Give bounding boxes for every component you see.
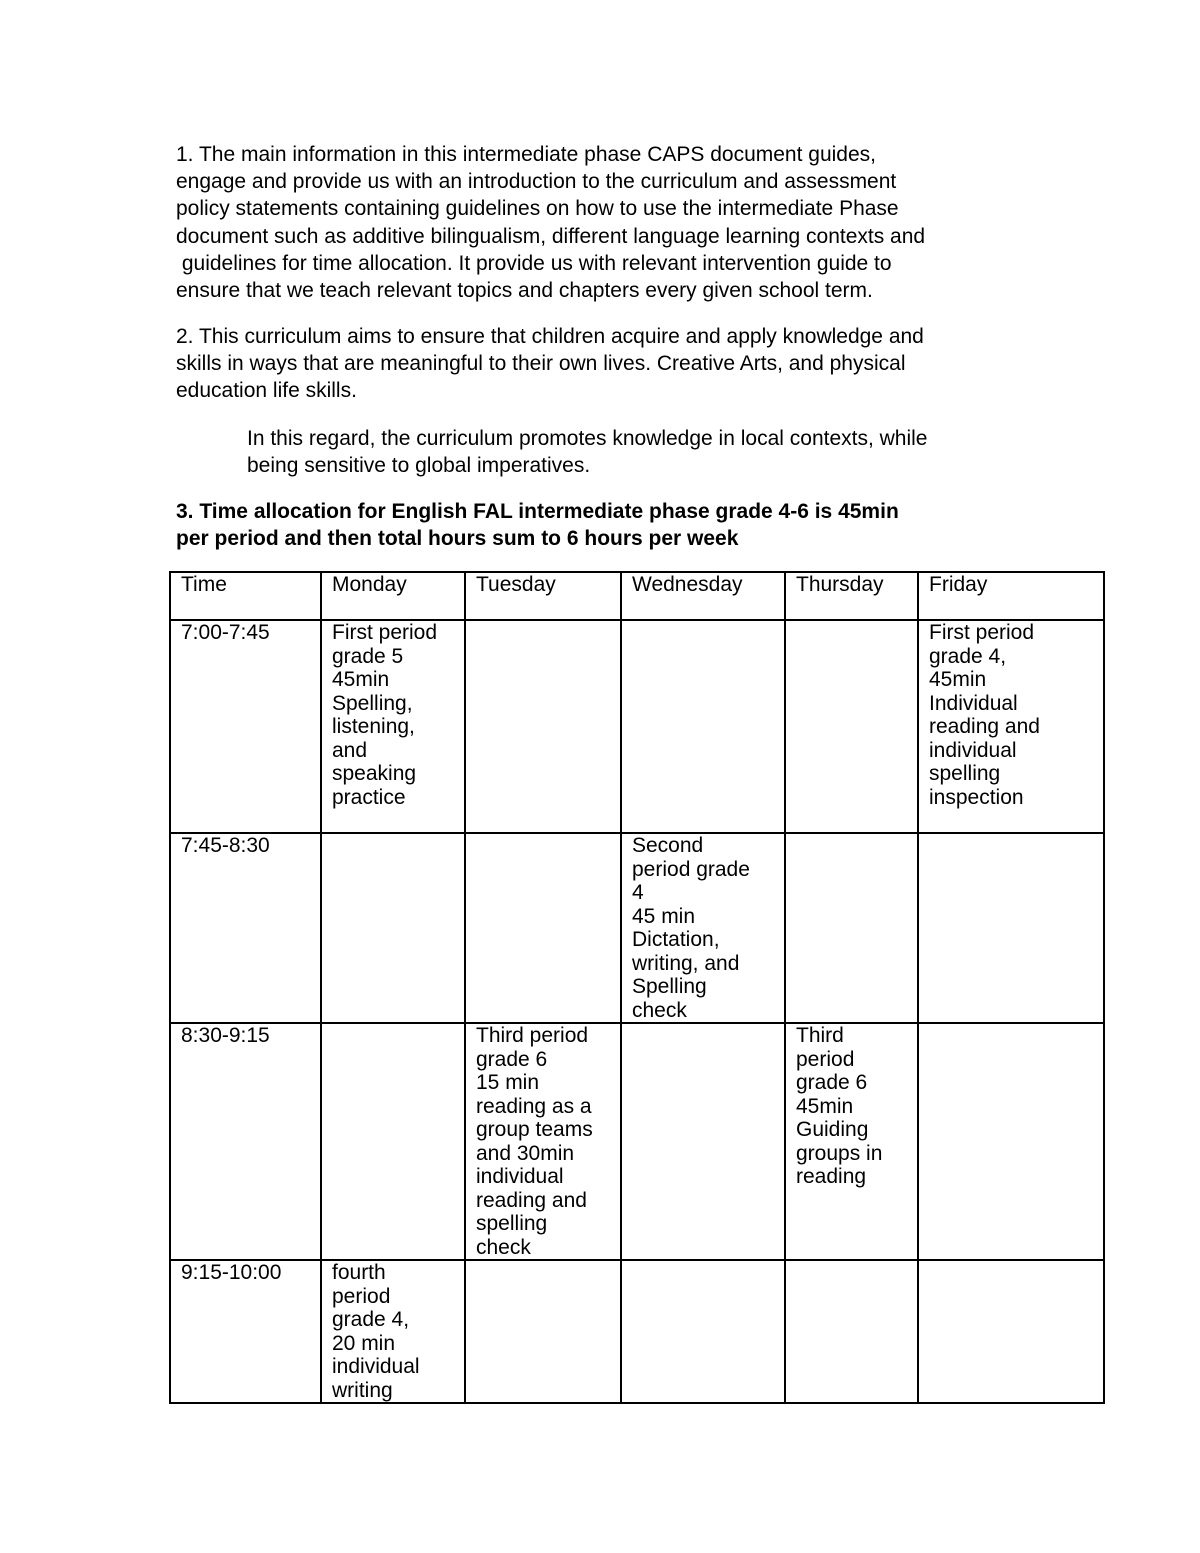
paragraph-3-line: per period and then total hours sum to 6 hours per week (176, 527, 739, 551)
schedule-cell-wednesday (621, 833, 785, 1023)
schedule-cell-line: and (332, 738, 368, 762)
paragraph-2-indented-line: In this regard, the curriculum promotes knowledge in local contexts, while (247, 427, 928, 450)
time-slot-cell: 8:30-9:15 (170, 1023, 321, 1260)
schedule-cell-monday (321, 833, 465, 1023)
paragraph-1-line: engage and provide us with an introduction to the curriculum and assessment (176, 170, 897, 194)
paragraph-3-line: 3. Time allocation for English FAL intermediate phase grade 4-6 is 45min (176, 500, 899, 523)
paragraph-1-line: document such as additive bilingualism, different language learning contexts and (176, 224, 926, 248)
time-slot-cell: 7:00-7:45 (170, 620, 321, 833)
schedule-cell-line: 15 min (476, 1071, 540, 1094)
schedule-cell-tuesday (465, 833, 621, 1023)
table-header-cell: Time (170, 572, 321, 620)
schedule-cell-tuesday (465, 1260, 621, 1403)
schedule-cell-tuesday (465, 1023, 621, 1260)
schedule-cell-wednesday (621, 1260, 785, 1403)
schedule-cell-line: grade 5 (332, 644, 404, 668)
schedule-cell-line: writing, and (632, 951, 740, 975)
schedule-cell-friday (918, 1023, 1104, 1260)
schedule-cell-line: First period (332, 621, 438, 644)
schedule-cell-friday (918, 833, 1104, 1023)
table-header-cell: Tuesday (465, 572, 621, 620)
schedule-cell-line: writing (332, 1378, 393, 1402)
schedule-cell-thursday (785, 833, 918, 1023)
schedule-cell-line: listening, (332, 715, 415, 738)
schedule-cell-line: and 30min (476, 1141, 575, 1165)
schedule-cell-line: 45min (929, 668, 987, 691)
schedule-cell-line: Guiding (796, 1118, 869, 1141)
schedule-cell-line: 45min (332, 668, 390, 691)
schedule-cell-line: individual (476, 1165, 564, 1188)
paragraph-2-indented (247, 425, 1047, 479)
schedule-cell-line: Third period (476, 1024, 589, 1047)
schedule-cell-line: First period (929, 621, 1035, 644)
schedule-cell-line: grade 6 (476, 1047, 548, 1071)
schedule-cell-wednesday (621, 1023, 785, 1260)
schedule-cell-line: 4 (632, 881, 644, 904)
schedule-cell-line: period (332, 1284, 391, 1308)
schedule-cell-line: Individual (929, 691, 1018, 715)
schedule-cell-monday (321, 620, 465, 833)
schedule-cell-line: individual (929, 738, 1017, 762)
schedule-cell-line: reading and (929, 715, 1040, 738)
time-slot-cell: 9:15-10:00 (170, 1260, 321, 1403)
schedule-cell-line: check (632, 998, 687, 1022)
table-row (170, 1260, 1104, 1403)
schedule-cell-line: 20 min (332, 1331, 396, 1355)
table-header-cell: Wednesday (621, 572, 785, 620)
schedule-cell-line: spelling (476, 1212, 548, 1235)
paragraph-2 (176, 323, 1046, 405)
paragraph-1-line: guidelines for time allocation. It provide us with relevant intervention guide to (176, 251, 892, 275)
schedule-cell-line: fourth (332, 1261, 386, 1284)
schedule-cell-wednesday (621, 620, 785, 833)
paragraph-3-heading (176, 498, 1046, 552)
schedule-cell-line: 45 min (632, 904, 696, 928)
schedule-cell-tuesday (465, 620, 621, 833)
schedule-cell-line: group teams (476, 1118, 593, 1141)
paragraph-1-line: ensure that we teach relevant topics and chapters every given school term. (176, 279, 873, 303)
schedule-cell-thursday (785, 1023, 918, 1260)
schedule-cell-line: period grade (632, 857, 750, 881)
schedule-cell-line: grade 4, (332, 1308, 410, 1331)
schedule-cell-line: speaking (332, 762, 417, 785)
schedule-cell-line: Third (796, 1024, 844, 1047)
schedule-cell-line: grade 6 (796, 1071, 868, 1094)
schedule-cell-line: individual (332, 1355, 420, 1378)
time-slot-cell: 7:45-8:30 (170, 833, 321, 1023)
table-header-row (170, 572, 1104, 620)
schedule-cell-line: practice (332, 785, 406, 809)
timetable (169, 571, 1105, 1404)
paragraph-1 (176, 141, 1046, 304)
table-header-cell: Monday (321, 572, 465, 620)
paragraph-1-line: 1. The main information in this intermediate phase CAPS document guides, (176, 143, 876, 166)
schedule-cell-thursday (785, 620, 918, 833)
schedule-cell-monday (321, 1260, 465, 1403)
schedule-cell-line: Spelling, (332, 691, 413, 715)
schedule-cell-line: reading (796, 1165, 867, 1188)
paragraph-1-line: policy statements containing guidelines on how to use the intermediate Phase (176, 197, 899, 221)
table-header-cell: Friday (918, 572, 1104, 620)
schedule-cell-line: check (476, 1235, 531, 1259)
table-row (170, 833, 1104, 1023)
paragraph-2-line: 2. This curriculum aims to ensure that children acquire and apply knowledge and (176, 325, 924, 348)
paragraph-2-line: education life skills. (176, 379, 357, 403)
schedule-cell-friday (918, 1260, 1104, 1403)
schedule-cell-line: Dictation, (632, 928, 720, 951)
table-header-cell: Thursday (785, 572, 918, 620)
schedule-cell-friday (918, 620, 1104, 833)
schedule-cell-line: inspection (929, 785, 1024, 809)
paragraph-2-line: skills in ways that are meaningful to their own lives. Creative Arts, and physical (176, 352, 906, 376)
table-row (170, 1023, 1104, 1260)
paragraph-2-indented-line: being sensitive to global imperatives. (247, 454, 591, 478)
schedule-cell-line: groups in (796, 1141, 883, 1165)
schedule-cell-line: period (796, 1047, 855, 1071)
schedule-cell-line: Spelling (632, 975, 707, 998)
schedule-cell-line: Second (632, 834, 704, 857)
schedule-cell-thursday (785, 1260, 918, 1403)
schedule-cell-monday (321, 1023, 465, 1260)
schedule-cell-line: reading as a (476, 1094, 592, 1118)
schedule-cell-line: reading and (476, 1188, 587, 1212)
schedule-cell-line: spelling (929, 762, 1001, 785)
schedule-cell-line: grade 4, (929, 644, 1007, 668)
table-row (170, 620, 1104, 833)
schedule-cell-line: 45min (796, 1094, 854, 1118)
